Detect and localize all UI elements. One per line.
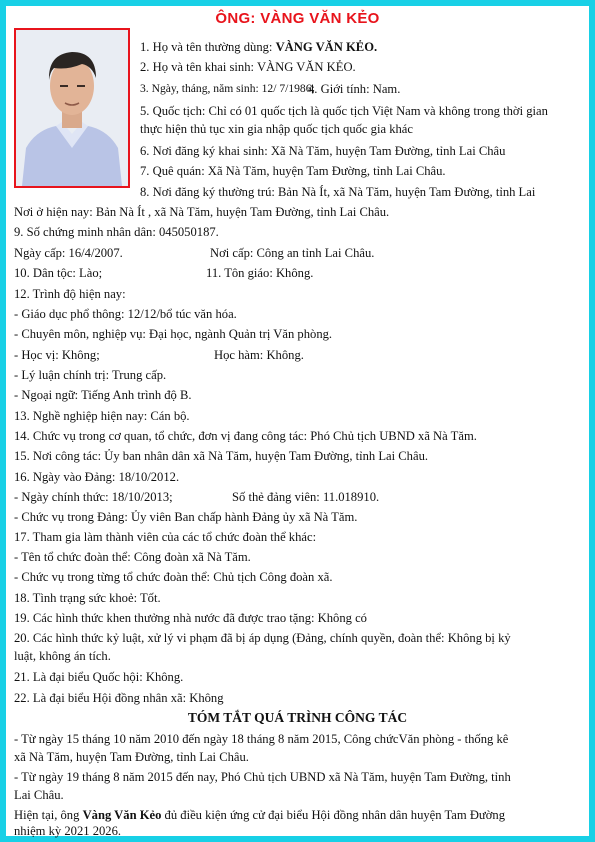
field-current-address: Nơi ở hiện nay: Bản Nà Ít , xã Nà Tăm, huyện Tam Đường, tỉnh Lai Châu.	[14, 205, 390, 219]
field-nationality: 5. Quốc tịch: Chỉ có 01 quốc tịch là quốc tịch Việt Nam và không trong thời gian	[140, 104, 548, 118]
summary-item-2-cont: Lai Châu.	[14, 788, 64, 802]
field-residence: 8. Nơi đăng ký thường trú: Bản Nà Ít, xã Nà Tăm, huyện Tam Đường, tỉnh Lai	[140, 185, 536, 199]
field-commune-council: 22. Là đại biểu Hội đồng nhân xã: Không	[14, 691, 224, 705]
field-degree	[14, 347, 574, 363]
field-foreign-language: - Ngoại ngữ: Tiếng Anh trình độ B.	[14, 388, 192, 402]
field-birth-name: 2. Họ và tên khai sinh: VÀNG VĂN KẺO.	[140, 60, 356, 74]
field-hometown: 7. Quê quán: Xã Nà Tăm, huyện Tam Đường, tỉnh Lai Châu.	[140, 164, 446, 178]
birth-date-text: 3. Ngày, tháng, năm sinh: 12/ 7/1986;	[140, 82, 315, 95]
summary-term: nhiệm kỳ 2021 2026.	[14, 824, 122, 838]
summary-conclusion	[14, 807, 505, 823]
field-party-official	[14, 489, 574, 505]
field-id-issue	[14, 245, 574, 261]
field-discipline-cont: luật, không án tích.	[14, 649, 111, 663]
field-birth-date	[140, 81, 401, 97]
field-awards: 19. Các hình thức khen thưởng nhà nước đã được trao tặng: Không có	[14, 611, 367, 625]
field-organizations: 17. Tham gia làm thành viên của các tổ chức đoàn thể khác:	[14, 530, 317, 544]
ethnicity-text: 10. Dân tộc: Lào;	[14, 266, 103, 280]
field-occupation: 13. Nghề nghiệp hiện nay: Cán bộ.	[14, 409, 190, 423]
gender-text: 4. Giới tính: Nam.	[308, 82, 401, 96]
conclusion-prefix: Hiện tại, ông	[14, 808, 83, 822]
field-organization-name: - Tên tổ chức đoàn thể: Công đoàn xã Nà Tăm.	[14, 550, 251, 564]
field-birth-registration: 6. Nơi đăng ký khai sinh: Xã Nà Tăm, huyện Tam Đường, tỉnh Lai Châu	[140, 144, 506, 158]
conclusion-suffix: đủ điều kiện ứng cử đại biểu Hội đồng nhân dân huyện Tam Đường	[161, 808, 506, 822]
field-label: 1. Họ và tên thường dùng:	[140, 40, 276, 54]
party-card-number: Số thẻ đảng viên: 11.018910.	[232, 490, 380, 504]
field-party-position: - Chức vụ trong Đảng: Ủy viên Ban chấp hành Đảng ủy xã Nà Tăm.	[14, 510, 358, 524]
field-national-assembly: 21. Là đại biểu Quốc hội: Không.	[14, 670, 184, 684]
id-issue-date: Ngày cấp: 16/4/2007.	[14, 246, 123, 260]
field-position: 14. Chức vụ trong cơ quan, tổ chức, đơn vị đang công tác: Phó Chủ tịch UBND xã Nà Tăm.	[14, 429, 477, 443]
field-political-theory: - Lý luận chính trị: Trung cấp.	[14, 368, 167, 382]
field-organization-role: - Chức vụ trong từng tổ chức đoàn thể: Chủ tịch Công đoàn xã.	[14, 570, 333, 584]
candidate-name: Vàng Văn Kẻo	[82, 808, 162, 822]
portrait-photo	[14, 28, 130, 188]
field-ethnicity	[14, 265, 574, 281]
summary-item-2: - Từ ngày 19 tháng 8 năm 2015 đến nay, Phó Chủ tịch UBND xã Nà Tăm, huyện Tam Đường, tỉnh	[14, 770, 511, 784]
field-nationality-cont: thực hiện thủ tục xin gia nhập quốc tịch quốc gia khác	[140, 122, 413, 136]
academic-title-text: Học hàm: Không.	[214, 348, 304, 362]
field-discipline: 20. Các hình thức kỷ luật, xử lý vi phạm đã bị áp dụng (Đảng, chính quyền, đoàn thể: Không bị kỷ	[14, 631, 511, 645]
field-profession: - Chuyên môn, nghiệp vụ: Đại học, ngành Quản trị Văn phòng.	[14, 327, 333, 341]
field-general-education: - Giáo dục phổ thông: 12/12/bổ túc văn hóa.	[14, 307, 237, 321]
field-common-name	[140, 39, 377, 55]
summary-item-1-cont: xã Nà Tăm, huyện Tam Đường, tỉnh Lai Châu.	[14, 750, 249, 764]
field-health: 18. Tình trạng sức khoẻ: Tốt.	[14, 591, 161, 605]
degree-text: - Học vị: Không;	[14, 348, 100, 362]
profile-card	[6, 6, 589, 836]
party-official-date: - Ngày chính thức: 18/10/2013;	[14, 490, 173, 504]
field-education-heading: 12. Trình độ hiện nay:	[14, 287, 126, 301]
field-id-number: 9. Số chứng minh nhân dân: 045050187.	[14, 225, 219, 239]
summary-item-1: - Từ ngày 15 tháng 10 năm 2010 đến ngày 18 tháng 8 năm 2015, Công chứcVăn phòng - thống kê	[14, 732, 509, 746]
page-title: ÔNG: VÀNG VĂN KẺO	[215, 10, 380, 27]
field-party-join-date: 16. Ngày vào Đảng: 18/10/2012.	[14, 470, 180, 484]
religion-text: 11. Tôn giáo: Không.	[206, 266, 314, 280]
id-issue-place: Nơi cấp: Công an tỉnh Lai Châu.	[210, 246, 375, 260]
field-value: VÀNG VĂN KẺO.	[275, 40, 378, 54]
summary-heading: TÓM TẮT QUÁ TRÌNH CÔNG TÁC	[187, 710, 408, 725]
field-workplace: 15. Nơi công tác: Ủy ban nhân dân xã Nà Tăm, huyện Tam Đường, tỉnh Lai Châu.	[14, 449, 429, 463]
